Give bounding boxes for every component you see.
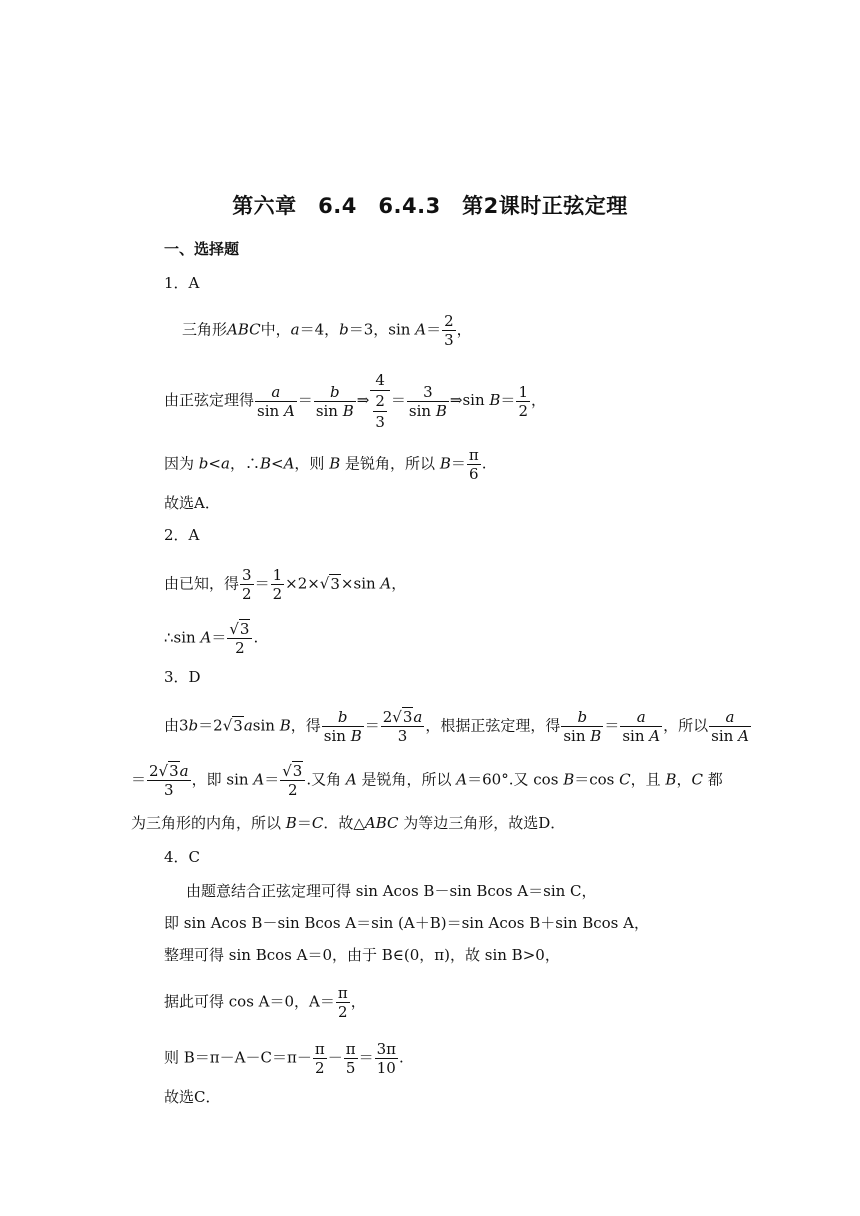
q3-line2: ＝ $\frac{2√3a}{3}$ ，即 sin A＝ $\frac{√3}{2}$ .又角 A 是锐角，所以 A＝60°.又 cos B＝cos C，且 B，C 都: [131, 762, 723, 799]
q3-line3: 为三角形的内角，所以 B＝C．故△ABC 为等边三角形，故选D．: [131, 814, 566, 832]
q4-conclusion: 故选C．: [164, 1088, 221, 1106]
q4-line1: 由题意结合正弦定理可得 sin Acos B－sin Bcos A＝sin C，: [186, 882, 597, 900]
q1-line3: 因为 b<a，∴B<A，则 B 是锐角，所以 B＝ $\frac{\pi}{6}$ .: [164, 446, 487, 483]
page-title: 第六章 6.4 6.4.3 第2课时正弦定理: [232, 194, 628, 218]
q2-answer: 2．A: [164, 526, 200, 544]
q1-answer: 1．A: [164, 274, 200, 292]
q1-line1: 三角形ABC中，a＝4，b＝3，sin A＝ $\frac{2}{3}$ ，: [182, 312, 472, 349]
q4-answer: 4．C: [164, 848, 201, 866]
q1-conclusion: 故选A．: [164, 494, 220, 512]
q4-line2: 即 sin Acos B－sin Bcos A＝sin (A＋B)＝sin Acos B＋sin Bcos A，: [164, 914, 649, 932]
q4-line5: 则 B＝π－A－C＝π－ $\frac{\pi}{2}$ － $\frac{\pi}{5}$ ＝ $\frac{3\pi}{10}$ .: [164, 1040, 404, 1077]
q2-line2: ∴sin A＝ $\frac{√3}{2}$ .: [164, 620, 259, 657]
q3-line1: 由3b＝2√3asin B，得 $\frac{b}{\text{sin B}}$ ＝ $\frac{2√3a}{3}$ ，根据正弦定理，得 $\frac{b}{\text{sin B}}$ ＝ $\frac{a}{\text{sin A}}$ ，所以 $\frac{a}{\text{sin A}}$: [164, 708, 749, 745]
q4-line4: 据此可得 cos A＝0，A＝ $\frac{\pi}{2}$ ，: [164, 984, 366, 1021]
q1-line2: 由正弦定理得 $\frac{a}{\text{sin A}}$ ＝ $\frac{b}{\text{sin B}}$ ⇒ $\frac{4}{\frac{2}{3}}$ ＝ $\frac{3}{\text{sin B}}$ ⇒sin B＝ $\frac{1}{2}$ ，: [164, 371, 546, 431]
q2-line1: 由已知，得 $\frac{3}{2}$ ＝ $\frac{1}{2}$ ×2×√3×sin A，: [164, 566, 407, 603]
section-heading: 一、选择题: [164, 240, 240, 258]
q3-answer: 3．D: [164, 668, 201, 686]
q4-line3: 整理可得 sin Bcos A＝0，由于 B∈(0，π)，故 sin B>0，: [164, 946, 560, 964]
